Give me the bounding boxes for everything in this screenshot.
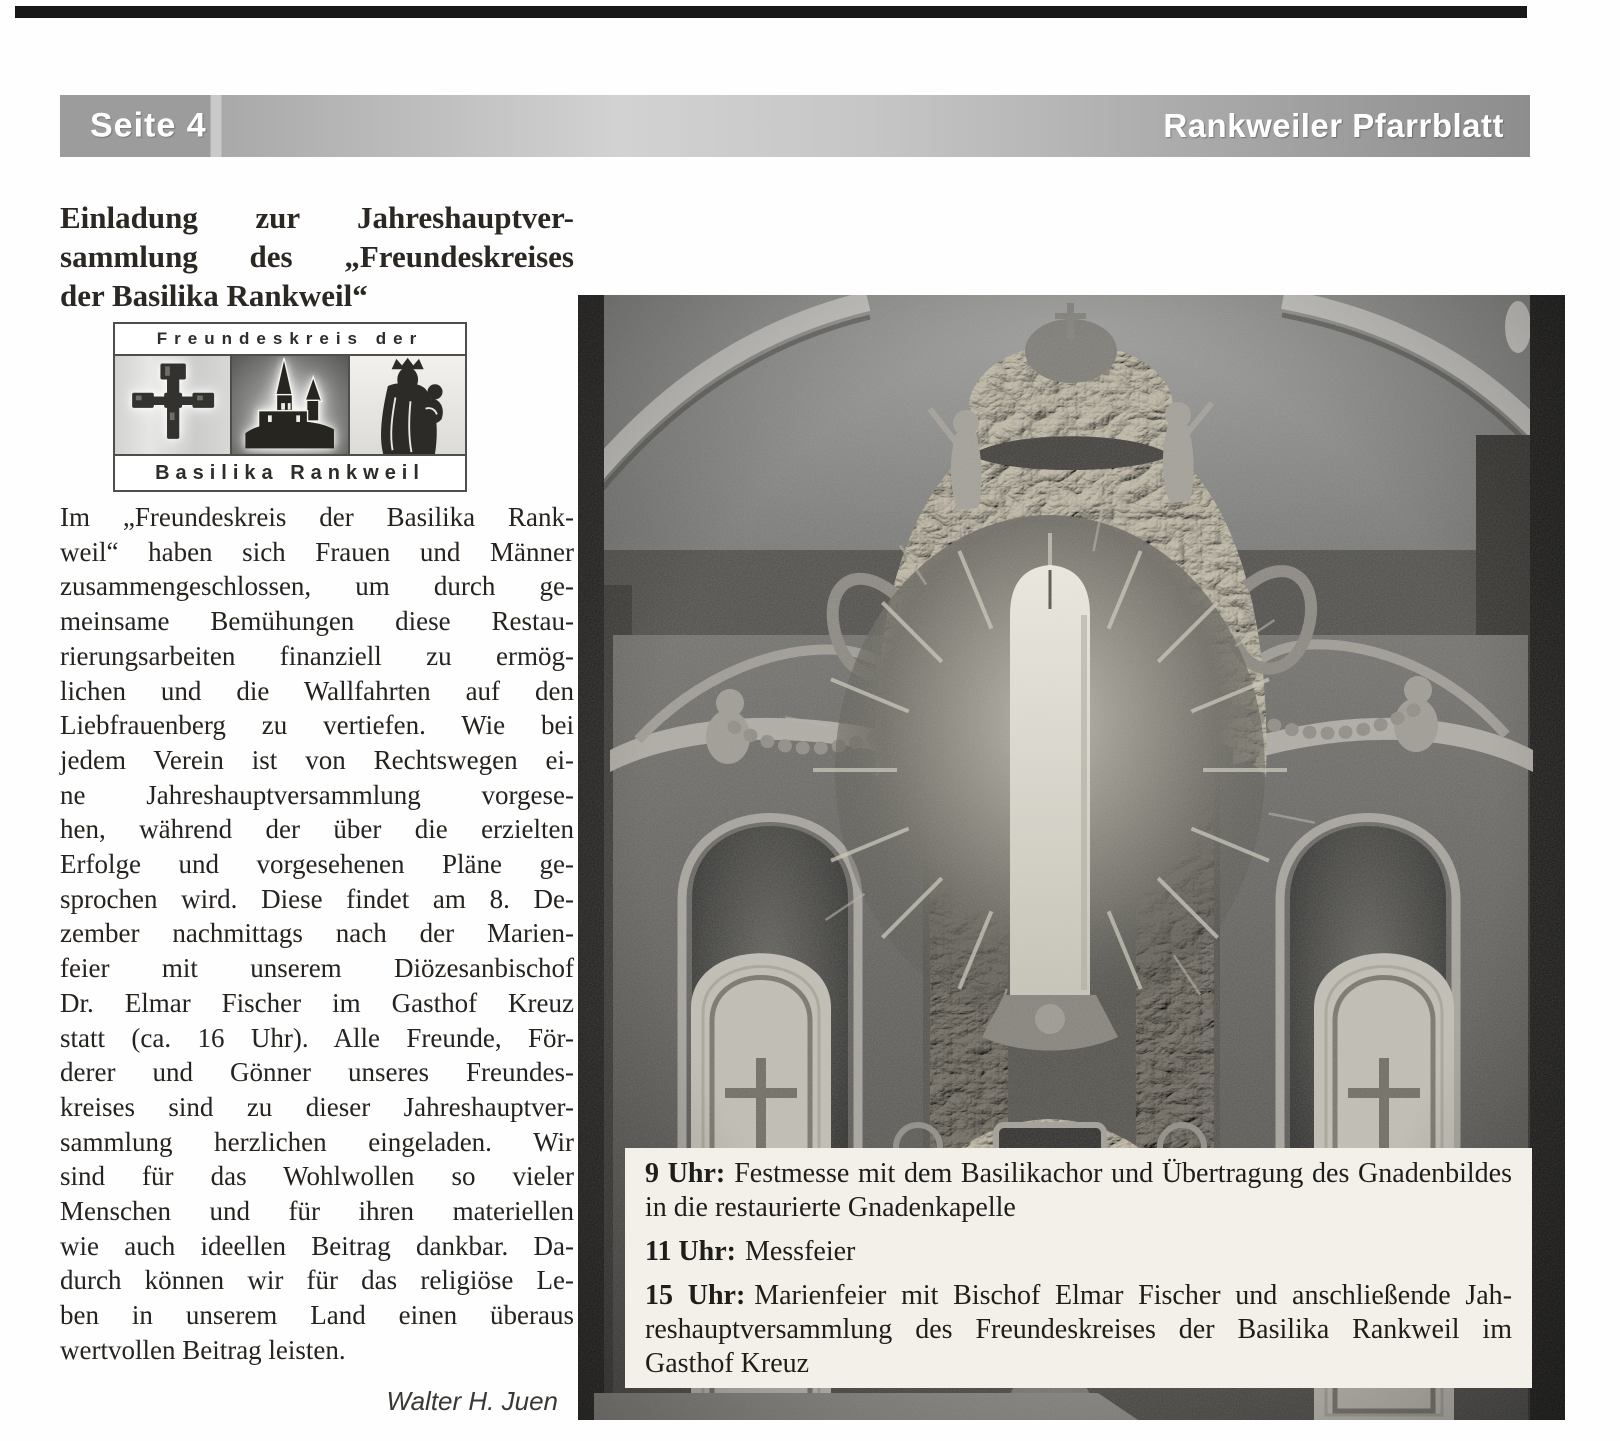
freundeskreis-logo [113, 322, 467, 492]
church-icon [232, 356, 347, 454]
body-line: feier mit unserem Diözesanbischof [60, 953, 574, 984]
schedule-text: Messfeier [744, 1236, 856, 1267]
logo-panels [115, 356, 465, 454]
body-line: sind für das Wohlwollen so vieler [60, 1161, 574, 1192]
body-line: statt (ca. 16 Uhr). Alle Freunde, För- [60, 1022, 574, 1053]
article-body [60, 500, 574, 1368]
author-signature: Walter H. Juen [386, 1386, 558, 1416]
body-line: Liebfrauenberg zu vertiefen. Wie bei [60, 710, 574, 741]
body-line: Menschen und für ihren materiellen [60, 1196, 574, 1227]
body-line: wie auch ideellen Beitrag dankbar. Da- [60, 1230, 574, 1261]
altar-photo [578, 295, 1565, 1420]
article-title-line: der Basilika Rankweil“ [60, 278, 368, 313]
schedule-item [645, 1235, 1512, 1269]
body-line: durch können wir für das religiöse Le- [60, 1265, 574, 1296]
body-line: wertvollen Beitrag leisten. [60, 1334, 346, 1365]
body-line: meinsame Bemühungen diese Restau- [60, 606, 574, 637]
body-line: zember nachmittags nach der Marien- [60, 918, 574, 949]
body-line: lichen und die Wallfahrten auf den [60, 675, 574, 706]
page-header-bar [60, 95, 1530, 157]
body-line: derer und Gönner unseres Freundes- [60, 1057, 574, 1088]
article-title-line: sammlung des „Freundeskreises [60, 239, 574, 274]
body-line: jedem Verein ist von Rechtswegen ei- [60, 744, 574, 775]
body-line: hen, während der über die erzielten [60, 814, 574, 845]
logo-bottom-label: Basilika Rankweil [115, 454, 465, 490]
schedule-time: 15 Uhr: [645, 1280, 746, 1311]
schedule-item [645, 1279, 1512, 1381]
logo-panel-cross [115, 356, 230, 454]
logo-panel-church [230, 356, 347, 454]
top-rule [15, 6, 1527, 18]
newsletter-title: Rankweiler Pfarrblatt [1163, 107, 1504, 144]
schedule-overlay [625, 1148, 1532, 1388]
page-number: Seite 4 [90, 106, 207, 145]
body-line: weil“ haben sich Frauen und Männer [60, 536, 574, 567]
body-line: kreises sind zu dieser Jahreshauptver- [60, 1091, 574, 1122]
madonna-icon [350, 356, 465, 454]
cross-icon [115, 356, 230, 454]
body-line: sprochen wird. Diese findet am 8. De- [60, 883, 574, 914]
article-title-line: Einladung zur Jahreshauptver- [60, 200, 574, 235]
logo-top-label: Freundeskreis der [115, 324, 465, 356]
body-line: rierungsarbeiten finanziell zu ermög- [60, 640, 574, 671]
body-line: Erfolge und vorgesehenen Pläne ge- [60, 849, 574, 880]
body-line: sammlung herzlichen eingeladen. Wir [60, 1126, 574, 1157]
body-line: zusammengeschlossen, um durch ge- [60, 571, 574, 602]
body-line: ben in unserem Land einen überaus [60, 1300, 574, 1331]
schedule-text: Festmesse mit dem Basilikachor und Übertragung des Gnadenbildes in die restaurierte Gnadenkapelle [645, 1158, 1513, 1223]
body-line: Im „Freundeskreis der Basilika Rank- [60, 502, 574, 532]
body-line: ne Jahreshauptversammlung vorgese- [60, 779, 574, 810]
logo-panel-madonna [348, 356, 465, 454]
schedule-item [645, 1157, 1512, 1225]
schedule-text: Marienfeier mit Bischof Elmar Fischer und anschließende Jahreshauptversammlung des Freundeskreises der Basilika Rankweil im Gasthof Kreuz [645, 1280, 1513, 1379]
body-line: Dr. Elmar Fischer im Gasthof Kreuz [60, 987, 574, 1018]
schedule-time: 11 Uhr: [645, 1236, 736, 1267]
article-title [60, 198, 574, 315]
schedule-time: 9 Uhr: [645, 1158, 726, 1189]
